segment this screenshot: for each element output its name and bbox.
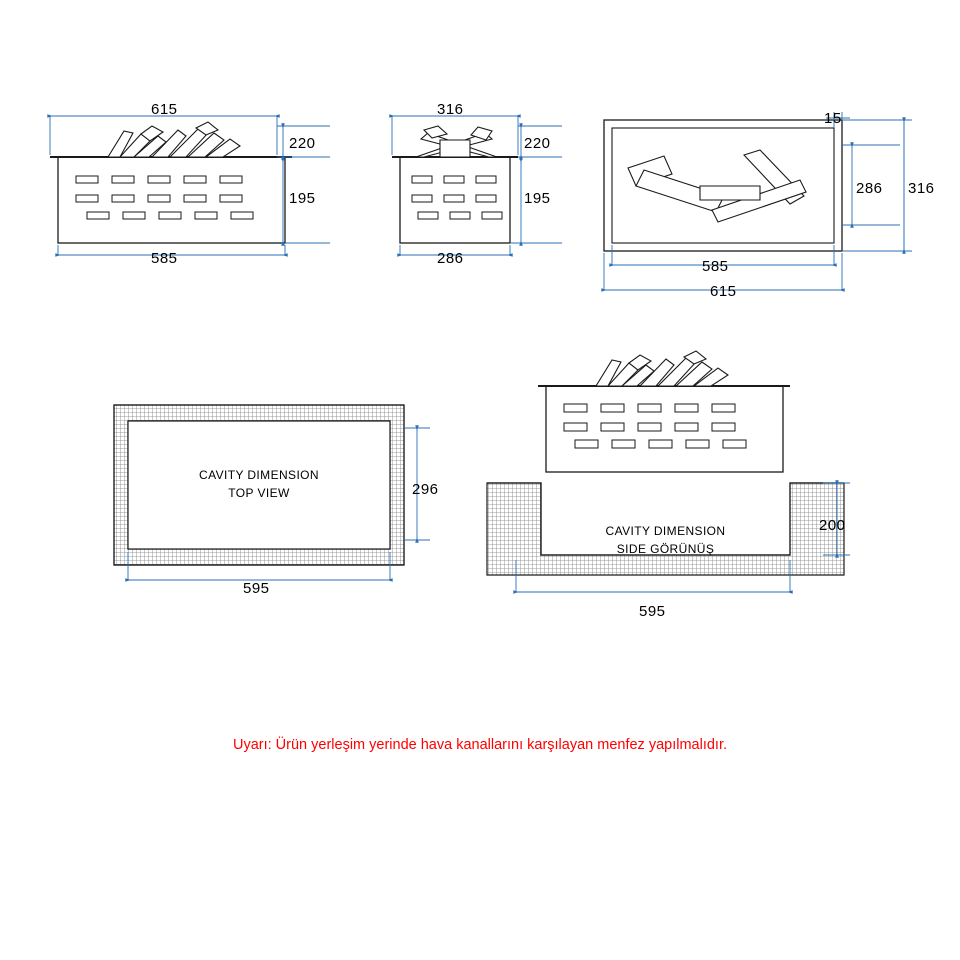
- side-view-geometry: [392, 126, 518, 243]
- dim-front-width-outer: 615: [151, 101, 178, 118]
- dim-top-frame-thickness: 15: [824, 110, 842, 127]
- warning-note: Uyarı: Ürün yerleşim yerinde hava kanallarını karşılayan menfez yapılmalıdır.: [232, 737, 727, 753]
- dim-cavity-side-width: 595: [639, 603, 666, 620]
- cavity-top-label-line2: TOP VIEW: [228, 486, 290, 500]
- dim-side-height-top: 220: [524, 135, 551, 152]
- cavity-top-label-line1: CAVITY DIMENSION: [199, 468, 319, 482]
- dim-top-width-inner: 585: [702, 258, 729, 275]
- dim-side-height-body: 195: [524, 190, 551, 207]
- dim-top-depth-outer: 316: [908, 180, 935, 197]
- dim-top-width-outer: 615: [710, 283, 737, 300]
- front-view-geometry: [50, 122, 292, 243]
- cavity-side-label-line2: SIDE GÖRÜNÜŞ: [616, 542, 715, 556]
- dim-side-width-inner: 286: [437, 250, 464, 267]
- dim-front-height-top: 220: [289, 135, 316, 152]
- dim-front-height-body: 195: [289, 190, 316, 207]
- cavity-side-label-line1: CAVITY DIMENSION: [605, 524, 726, 538]
- dim-top-depth-inner: 286: [856, 180, 883, 197]
- top-view-geometry: [604, 120, 842, 251]
- dim-cavity-side-height: 200: [819, 517, 846, 534]
- dim-cavity-top-width: 595: [243, 580, 270, 597]
- dim-cavity-top-depth: 296: [412, 481, 439, 498]
- dim-front-width-inner: 585: [151, 250, 178, 267]
- dim-side-width-outer: 316: [437, 101, 464, 118]
- cavity-top-view-geometry: [114, 405, 404, 565]
